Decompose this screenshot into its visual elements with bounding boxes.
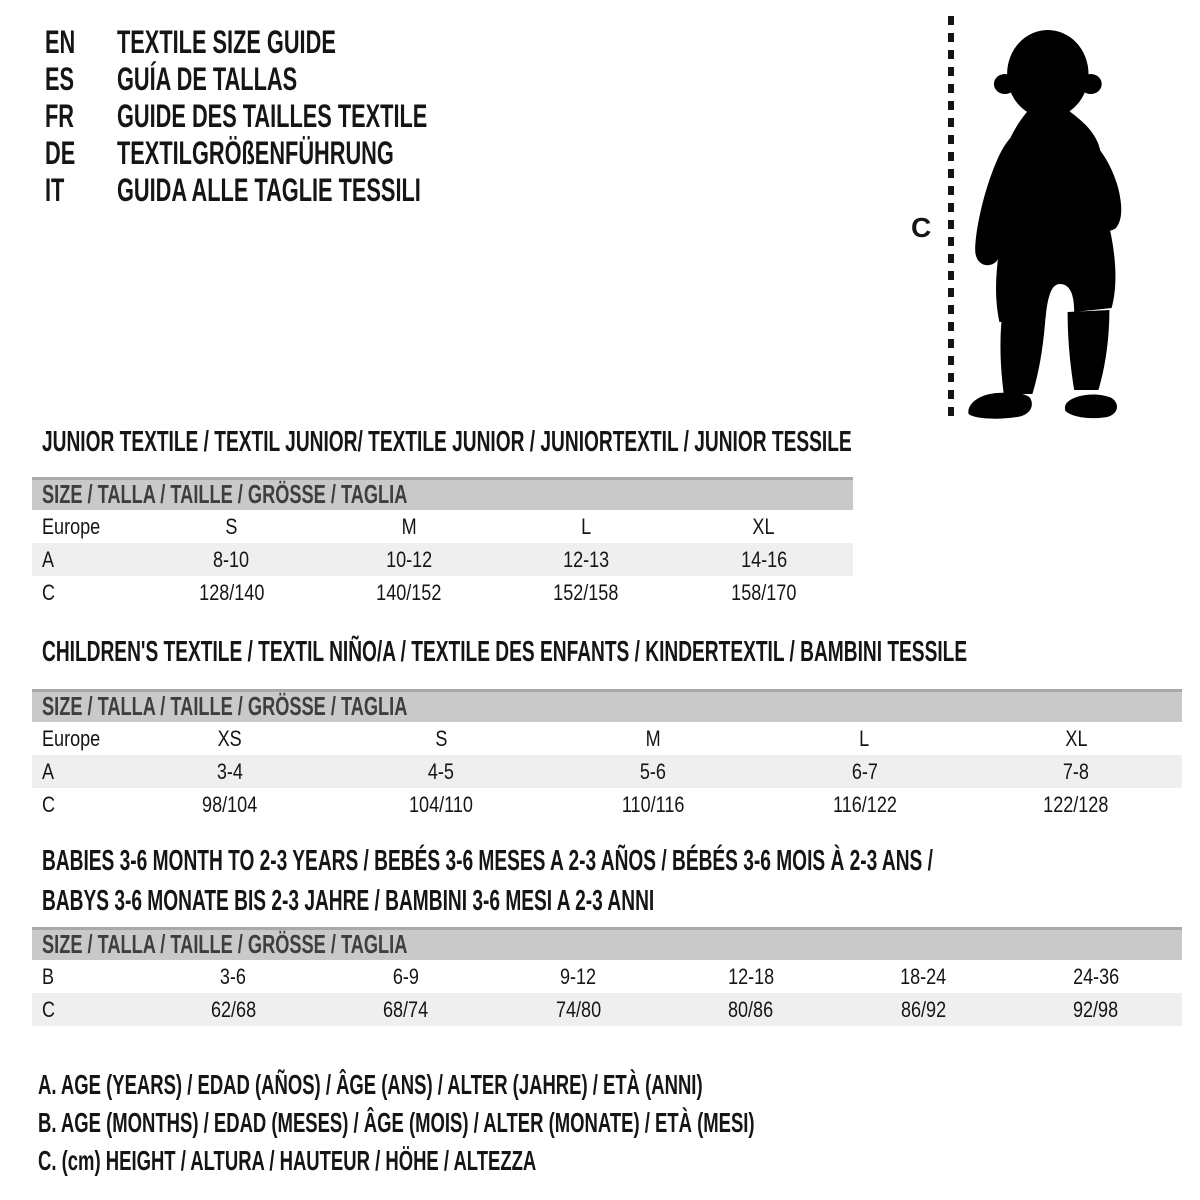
table-row-age: [32, 543, 853, 576]
row-label: Europe: [42, 513, 101, 539]
size-header-bar: SIZE / TALLA / TAILLE / GRÖSSE / TAGLIA: [32, 927, 1182, 960]
page-title-it: GUIDA ALLE TAGLIE TESSILI: [117, 172, 421, 208]
size-cell: 62/68: [210, 996, 256, 1022]
children-textile-section: [32, 638, 1182, 821]
legend-line-c: C. (cm) HEIGHT / ALTURA / HAUTEUR / HÖHE / ALTEZZA: [38, 1145, 537, 1176]
height-measure-label: C: [911, 212, 932, 243]
table-row-europe: [32, 722, 1182, 755]
size-cell: L: [581, 513, 592, 539]
size-cell: 6-9: [392, 963, 419, 989]
size-cell: 7-8: [1063, 758, 1090, 784]
size-cell: 12-18: [727, 963, 774, 989]
size-cell: XL: [1065, 725, 1088, 751]
size-cell: 74/80: [555, 996, 601, 1022]
table-row-europe: [32, 510, 853, 543]
row-label: B: [42, 963, 55, 989]
size-header-bar: SIZE / TALLA / TAILLE / GRÖSSE / TAGLIA: [32, 477, 853, 510]
lang-row-fr: [45, 98, 573, 135]
size-cell: 68/74: [383, 996, 429, 1022]
size-cell: 152/158: [553, 579, 619, 605]
size-cell: 9-12: [560, 963, 597, 989]
size-cell: 98/104: [202, 791, 258, 817]
size-cell: 158/170: [731, 579, 797, 605]
lang-code: FR: [45, 98, 75, 134]
height-figure: [903, 12, 1165, 426]
toddler-silhouette-icon: [903, 12, 1165, 426]
size-cell: 128/140: [198, 579, 265, 605]
children-size-table: [32, 722, 1182, 821]
page-title-de: TEXTILGRÖßENFÜHRUNG: [117, 135, 394, 171]
lang-row-it: [45, 172, 573, 209]
lang-row-de: [45, 135, 573, 172]
size-cell: 3-4: [216, 758, 243, 784]
size-cell: 140/152: [376, 579, 442, 605]
row-label: A: [42, 546, 55, 572]
size-cell: 18-24: [900, 963, 947, 989]
size-cell: 4-5: [428, 758, 455, 784]
size-cell: 86/92: [900, 996, 946, 1022]
table-row-height: [32, 788, 1182, 821]
junior-size-table: [32, 510, 853, 609]
lang-code: ES: [45, 61, 75, 97]
size-cell: S: [225, 513, 238, 539]
row-label: C: [42, 996, 56, 1022]
section-title-junior: JUNIOR TEXTILE / TEXTIL JUNIOR/ TEXTILE JUNIOR / JUNIORTEXTIL / JUNIOR TESSILE: [42, 426, 852, 458]
lang-row-es: [45, 61, 573, 98]
page-title-en: TEXTILE SIZE GUIDE: [117, 24, 336, 60]
legend-line-b: B. AGE (MONTHS) / EDAD (MESES) / ÂGE (MOIS) / ALTER (MONATE) / ETÀ (MESI): [38, 1107, 755, 1138]
lang-code: EN: [45, 24, 76, 60]
section-title-babies-line1: BABIES 3-6 MONTH TO 2-3 YEARS / BEBÉS 3-6 MESES A 2-3 AÑOS / BÉBÉS 3-6 MOIS À 2-3 ANS /: [42, 845, 933, 877]
size-cell: 8-10: [213, 546, 250, 572]
size-cell: 92/98: [1073, 996, 1119, 1022]
row-label: A: [42, 758, 55, 784]
page-title-fr: GUIDE DES TAILLES TEXTILE: [117, 98, 428, 134]
section-title-babies-line2: BABYS 3-6 MONATE BIS 2-3 JAHRE / BAMBINI 3-6 MESI A 2-3 ANNI: [42, 885, 655, 917]
lang-code: DE: [45, 135, 76, 171]
legend-block: [38, 1066, 1124, 1180]
size-cell: 3-6: [220, 963, 247, 989]
table-row-height: [32, 576, 853, 609]
section-title-children: CHILDREN'S TEXTILE / TEXTIL NIÑO/A / TEXTILE DES ENFANTS / KINDERTEXTIL / BAMBINI TESSILE: [42, 636, 968, 668]
size-cell: M: [645, 725, 661, 751]
babies-textile-section: [32, 841, 1182, 1026]
size-cell: M: [401, 513, 417, 539]
legend-line-a: A. AGE (YEARS) / EDAD (AÑOS) / ÂGE (ANS) / ALTER (JAHRE) / ETÀ (ANNI): [38, 1069, 703, 1100]
size-cell: 24-36: [1072, 963, 1119, 989]
size-cell: 14-16: [740, 546, 787, 572]
size-cell: 10-12: [385, 546, 432, 572]
row-label: C: [42, 791, 56, 817]
row-label: Europe: [42, 725, 101, 751]
size-cell: XS: [217, 725, 242, 751]
size-cell: XL: [752, 513, 775, 539]
table-row-height: [32, 993, 1182, 1026]
language-title-block: [45, 24, 573, 209]
lang-row-en: [45, 24, 573, 61]
size-cell: 5-6: [639, 758, 667, 784]
size-cell: 80/86: [728, 996, 774, 1022]
size-cell: 122/128: [1043, 791, 1109, 817]
size-cell: 104/110: [409, 791, 474, 817]
size-cell: 116/122: [832, 791, 897, 817]
page-title-es: GUÍA DE TALLAS: [117, 61, 298, 97]
size-cell: 6-7: [851, 758, 878, 784]
size-cell: 12-13: [563, 546, 610, 572]
size-header-bar: SIZE / TALLA / TAILLE / GRÖSSE / TAGLIA: [32, 689, 1182, 722]
junior-textile-section: [32, 428, 853, 609]
lang-code: IT: [45, 172, 65, 208]
row-label: C: [42, 579, 56, 605]
size-cell: L: [859, 725, 870, 751]
size-cell: 110/116: [621, 791, 685, 817]
size-cell: S: [435, 725, 448, 751]
babies-size-table: [32, 960, 1182, 1026]
table-row-age: [32, 755, 1182, 788]
table-row-age-months: [32, 960, 1182, 993]
